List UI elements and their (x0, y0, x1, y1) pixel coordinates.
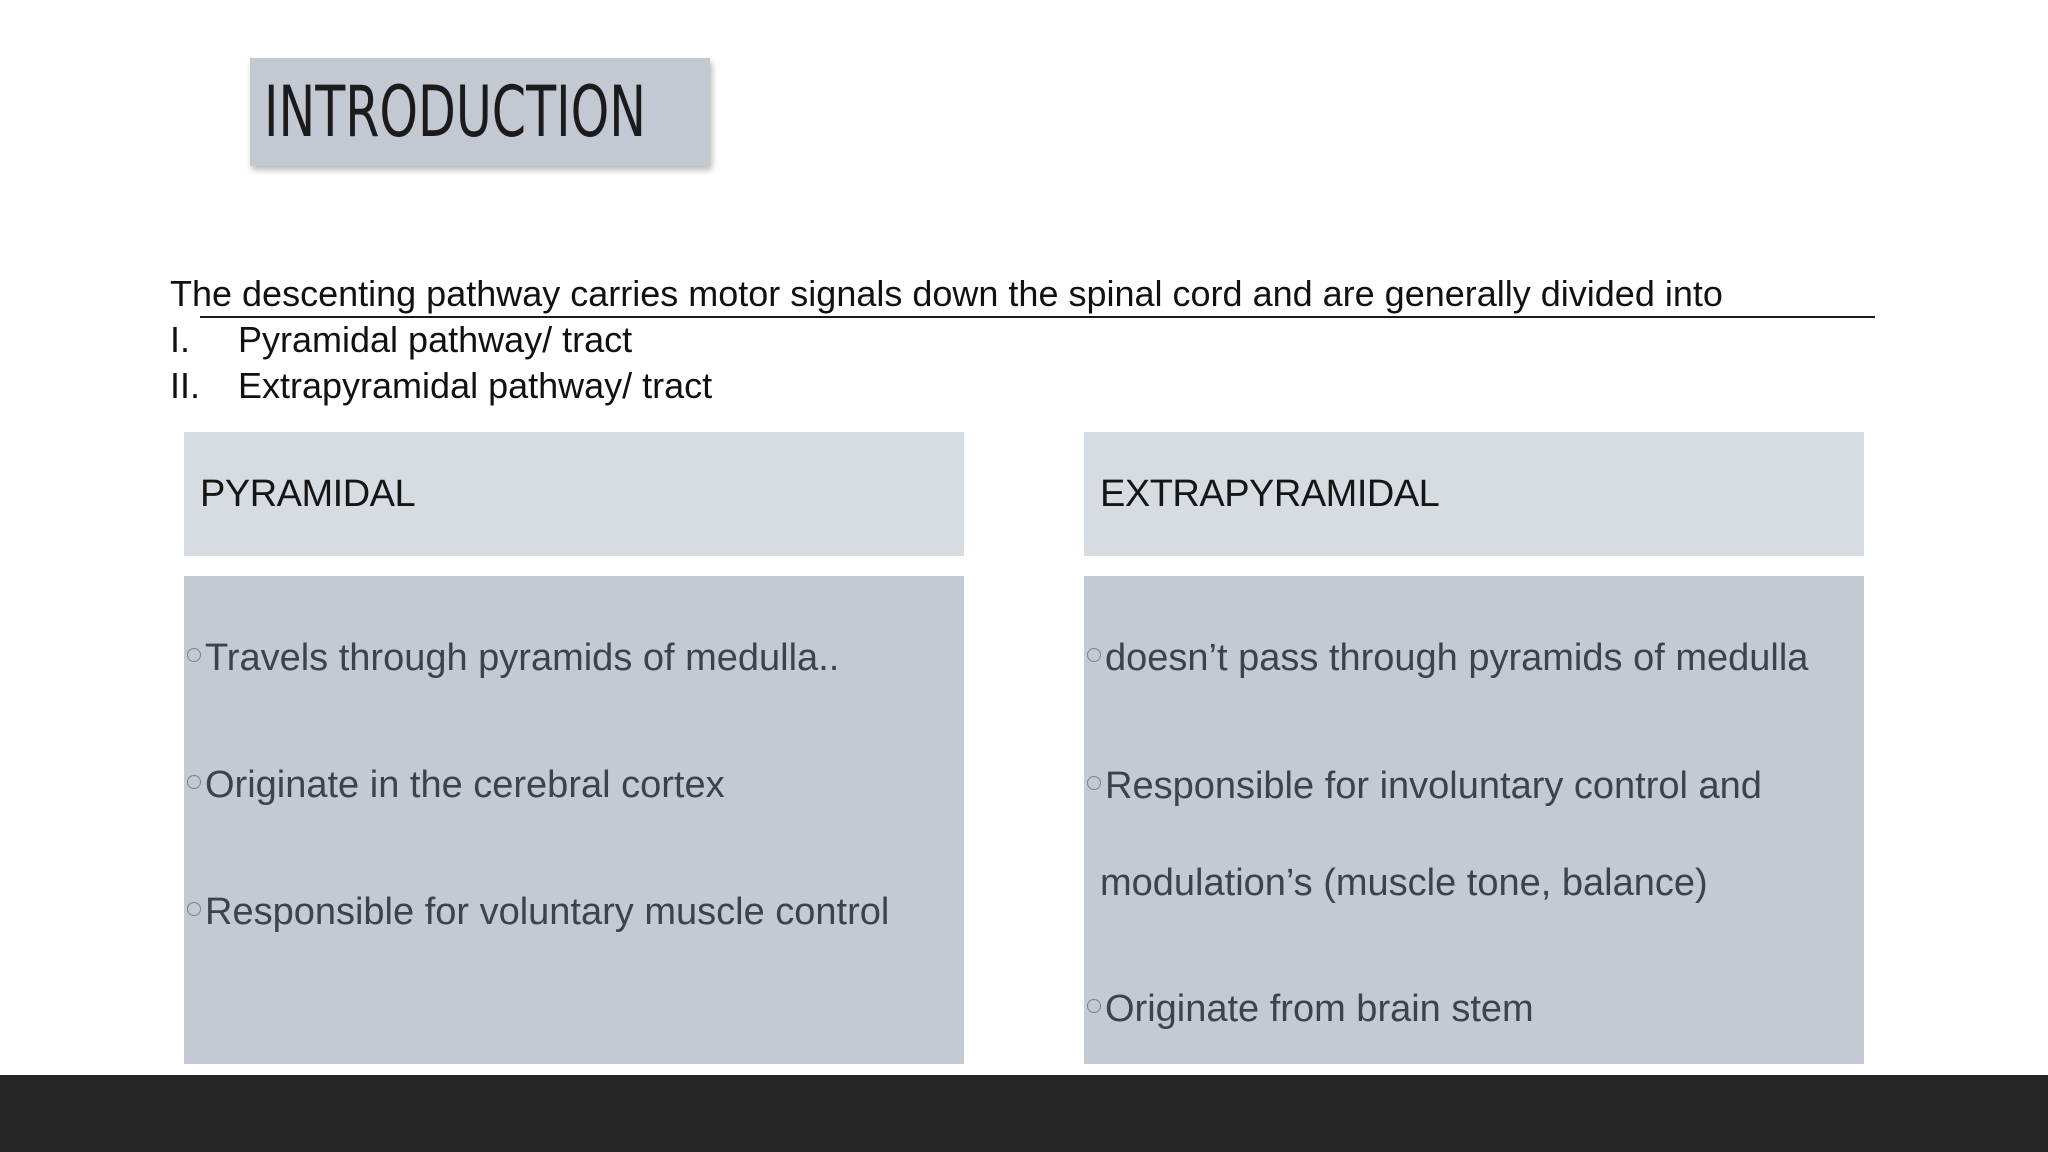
pyramidal-point: Travels through pyramids of medulla.. (184, 634, 839, 682)
circle-bullet-icon (187, 775, 201, 789)
extrapyramidal-point: Originate from brain stem (1084, 985, 1534, 1033)
extrapyramidal-heading-box (1084, 432, 1864, 556)
extrapyramidal-point: Responsible for involuntary control and (1084, 762, 1762, 810)
pyramidal-point: Responsible for voluntary muscle control (184, 888, 889, 936)
pyramidal-body-box (184, 576, 964, 1064)
slide-title: INTRODUCTION (264, 71, 646, 153)
extrapyramidal-point: doesn’t pass through pyramids of medulla (1084, 634, 1808, 682)
list-label: Pyramidal pathway/ tract (238, 319, 633, 360)
intro-text: The descenting pathway carries motor signals down the spinal cord and are generally divided into (170, 273, 1723, 314)
list-number: I. (170, 319, 191, 360)
list-item-extrapyramidal (170, 364, 712, 408)
extrapyramidal-point-continuation: modulation’s (muscle tone, balance) (1100, 862, 1708, 904)
circle-bullet-icon (187, 648, 201, 662)
extrapyramidal-heading: EXTRAPYRAMIDAL (1100, 473, 1440, 515)
pyramidal-heading: PYRAMIDAL (200, 473, 416, 515)
circle-bullet-icon (1087, 648, 1101, 662)
list-number: II. (170, 365, 201, 406)
circle-bullet-icon (187, 902, 201, 916)
list-item-pyramidal (170, 318, 632, 362)
circle-bullet-icon (1087, 999, 1101, 1013)
footer-bar (0, 1075, 2048, 1152)
extrapyramidal-body-box (1084, 576, 1864, 1064)
pyramidal-heading-box (184, 432, 964, 556)
title-box (250, 58, 710, 166)
circle-bullet-icon (1087, 776, 1101, 790)
pyramidal-point: Originate in the cerebral cortex (184, 761, 725, 809)
list-label: Extrapyramidal pathway/ tract (238, 365, 713, 406)
